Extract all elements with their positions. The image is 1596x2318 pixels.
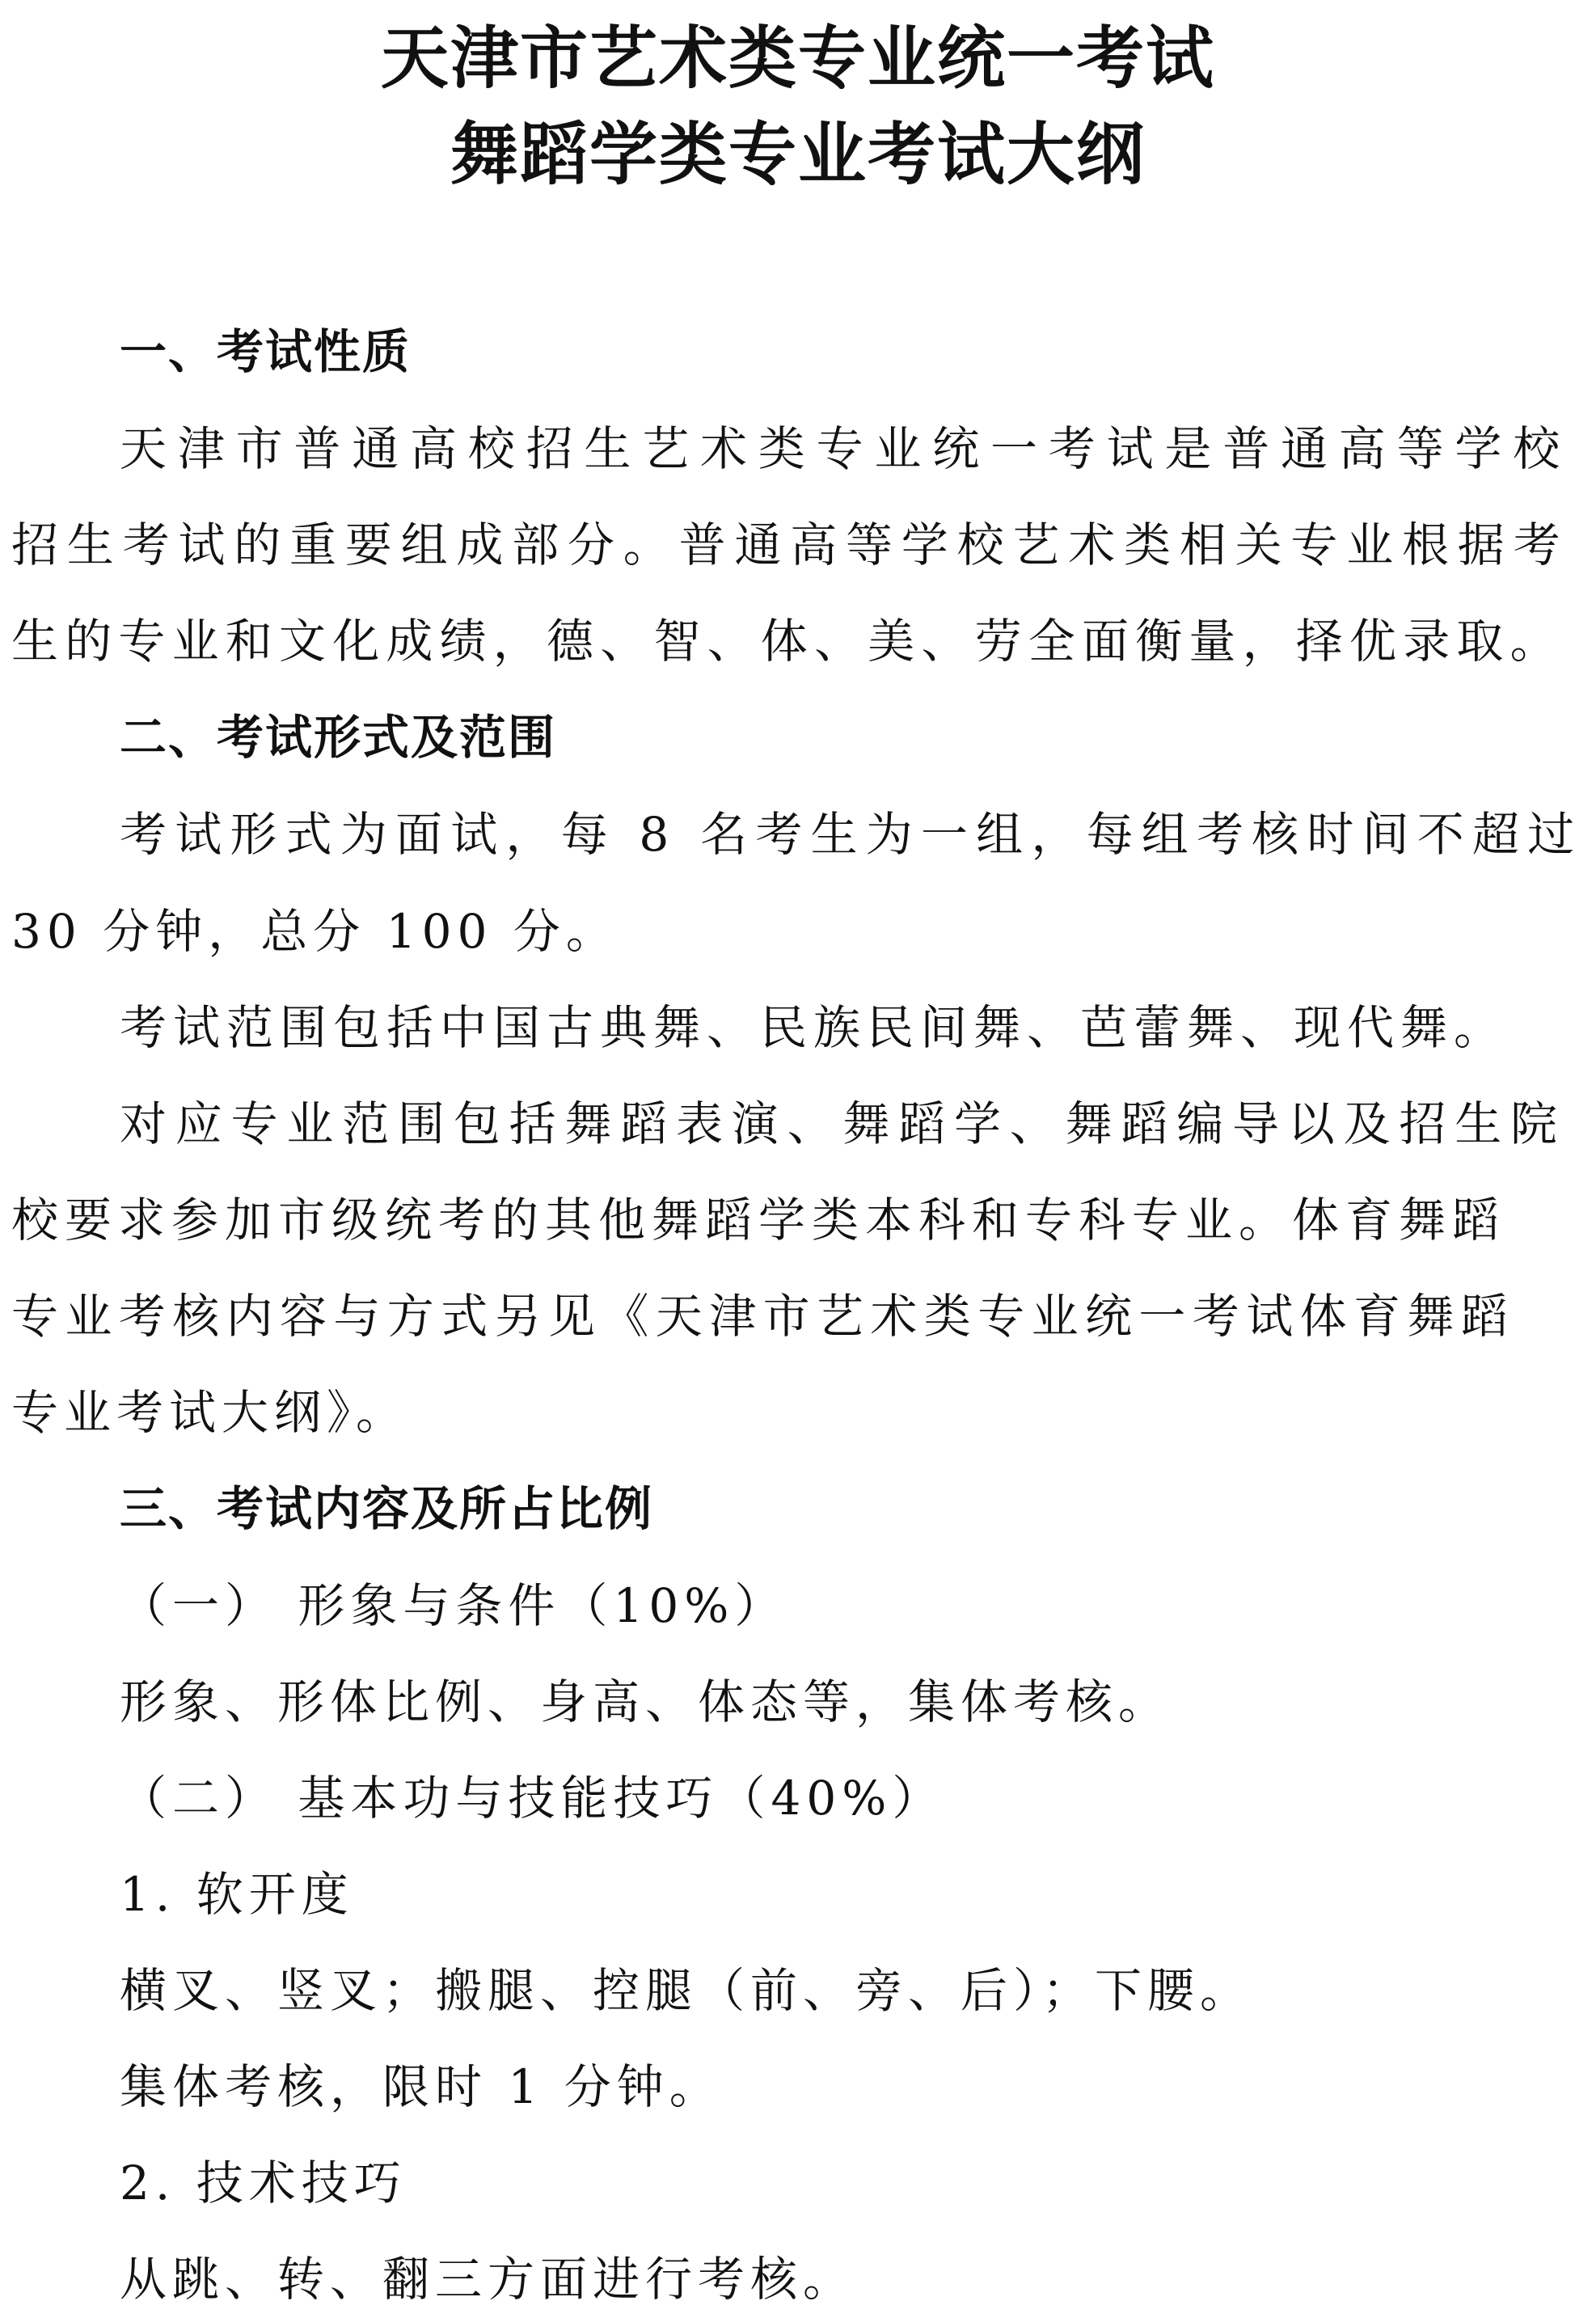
paragraph-line: 生的专业和文化成绩，德、智、体、美、劳全面衡量，择优录取。 [11, 614, 1564, 669]
paragraph-line: 招生考试的重要组成部分。普通高等学校艺术类相关专业根据考 [11, 517, 1569, 572]
paragraph-line: 考试形式为面试，每 8 名考生为一组，每组考核时间不超过 [120, 807, 1583, 862]
paragraph-line: 30 分钟，总分 100 分。 [11, 904, 619, 959]
subsection-heading-appearance: （一） 形象与条件（10%） [120, 1578, 787, 1633]
subsection-heading-basic-skills: （二） 基本功与技能技巧（40%） [120, 1771, 945, 1826]
list-item-technique: 2. 技术技巧 [120, 2155, 407, 2210]
paragraph-line: 专业考核内容与方式另见《天津市艺术类专业统一考试体育舞蹈 [11, 1289, 1515, 1344]
paragraph-line: 专业考试大纲》。 [11, 1385, 409, 1440]
paragraph-line: 集体考核，限时 1 分钟。 [120, 2059, 722, 2114]
document-title-line-2: 舞蹈学类专业考试大纲 [450, 114, 1146, 194]
section-heading-exam-content: 三、考试内容及所占比例 [120, 1481, 654, 1536]
paragraph-line: 考试范围包括中国古典舞、民族民间舞、芭蕾舞、现代舞。 [120, 1000, 1508, 1055]
paragraph-line: 校要求参加市级统考的其他舞蹈学类本科和专科专业。体育舞蹈 [11, 1193, 1506, 1248]
paragraph-line: 对应专业范围包括舞蹈表演、舞蹈学、舞蹈编导以及招生院 [120, 1096, 1566, 1151]
paragraph-line: 形象、形体比例、身高、体态等，集体考核。 [120, 1674, 1172, 1729]
paragraph-line: 天津市普通高校招生艺术类专业统一考试是普通高等学校 [120, 421, 1572, 476]
paragraph-line: 横叉、竖叉；搬腿、控腿（前、旁、后）；下腰。 [120, 1963, 1253, 2018]
section-heading-exam-format: 二、考试形式及范围 [120, 710, 557, 765]
section-heading-exam-nature: 一、考试性质 [120, 324, 412, 379]
paragraph-line: 从跳、转、翻三方面进行考核。 [120, 2252, 856, 2307]
list-item-flexibility: 1. 软开度 [120, 1867, 354, 1922]
document-title-line-1: 天津市艺术类专业统一考试 [380, 18, 1215, 98]
